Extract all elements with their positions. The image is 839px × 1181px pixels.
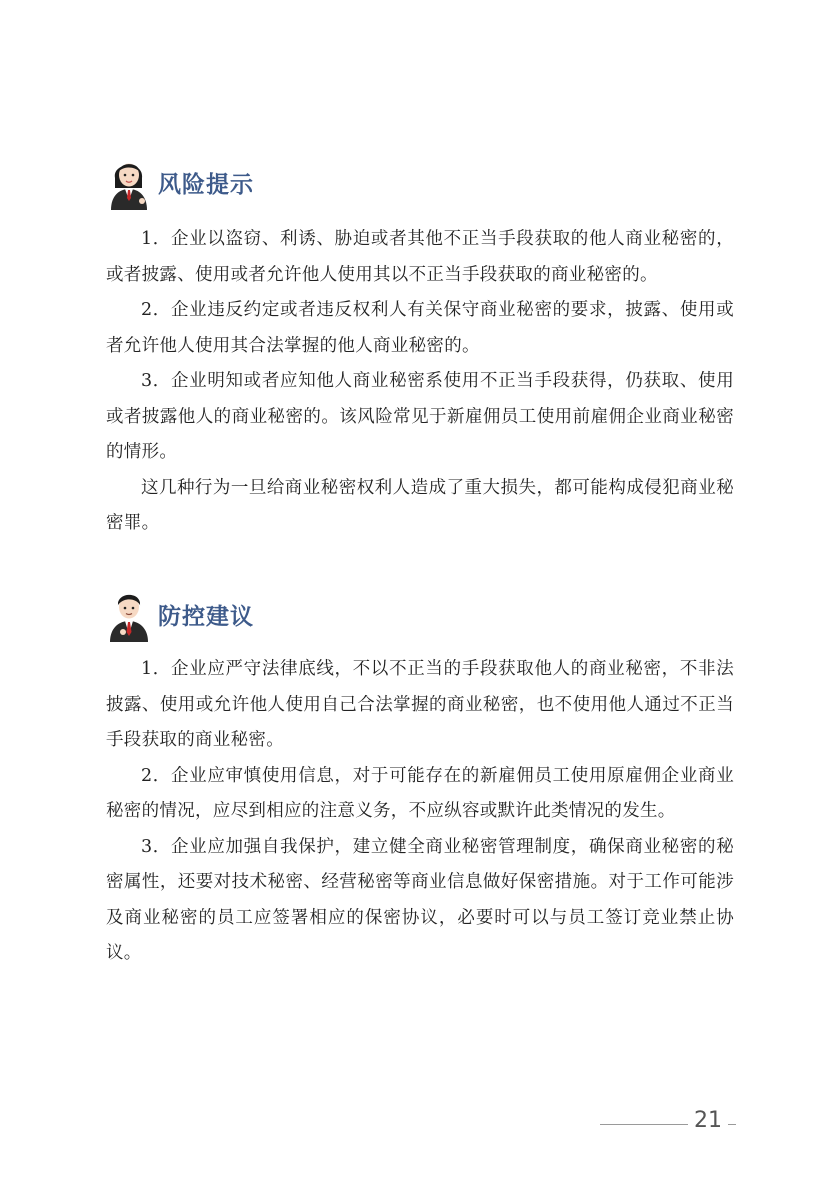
control-header (106, 586, 734, 642)
risk-section (106, 154, 734, 542)
female-lawyer-avatar-icon (106, 154, 152, 210)
control-body (106, 652, 734, 972)
risk-paragraph-3: 3．企业明知或者应知他人商业秘密系使用不正当手段获得，仍获取、使用或者披露他人的商业秘密的。该风险常见于新雇佣员工使用前雇佣企业商业秘密的情形。 (106, 371, 734, 462)
control-paragraph-2: 2．企业应审慎使用信息，对于可能存在的新雇佣员工使用原雇佣企业商业秘密的情况，应尽到相应的注意义务，不应纵容或默许此类情况的发生。 (106, 765, 734, 821)
page-number: 21 (694, 1108, 722, 1133)
risk-paragraph-2: 2．企业违反约定或者违反权利人有关保守商业秘密的要求，披露、使用或者允许他人使用其合法掌握的他人商业秘密的。 (106, 300, 734, 356)
risk-title: 风险提示 (158, 171, 254, 198)
control-section (106, 586, 734, 972)
risk-header (106, 154, 734, 210)
control-paragraph-3: 3．企业应加强自我保护，建立健全商业秘密管理制度，确保商业秘密的秘密属性，还要对技术秘密、经营秘密等商业信息做好保密措施。对于工作可能涉及商业秘密的员工应签署相应的保密协议，必要时可以与员工签订竞业禁止协议。 (106, 836, 734, 963)
risk-paragraph-1: 1．企业以盗窃、利诱、胁迫或者其他不正当手段获取的他人商业秘密的，或者披露、使用或者允许他人使用其以不正当手段获取的商业秘密的。 (106, 229, 734, 285)
page-footer (600, 1108, 740, 1138)
risk-paragraph-4: 这几种行为一旦给商业秘密权利人造成了重大损失，都可能构成侵犯商业秘密罪。 (106, 477, 734, 533)
control-title: 防控建议 (158, 603, 254, 630)
male-lawyer-avatar-icon (106, 586, 152, 642)
risk-body (106, 222, 734, 542)
footer-rule (600, 1124, 688, 1125)
footer-dash (728, 1124, 736, 1125)
control-paragraph-1: 1．企业应严守法律底线，不以不正当的手段获取他人的商业秘密，不非法披露、使用或允许他人使用自己合法掌握的商业秘密，也不使用他人通过不正当手段获取的商业秘密。 (106, 659, 734, 750)
